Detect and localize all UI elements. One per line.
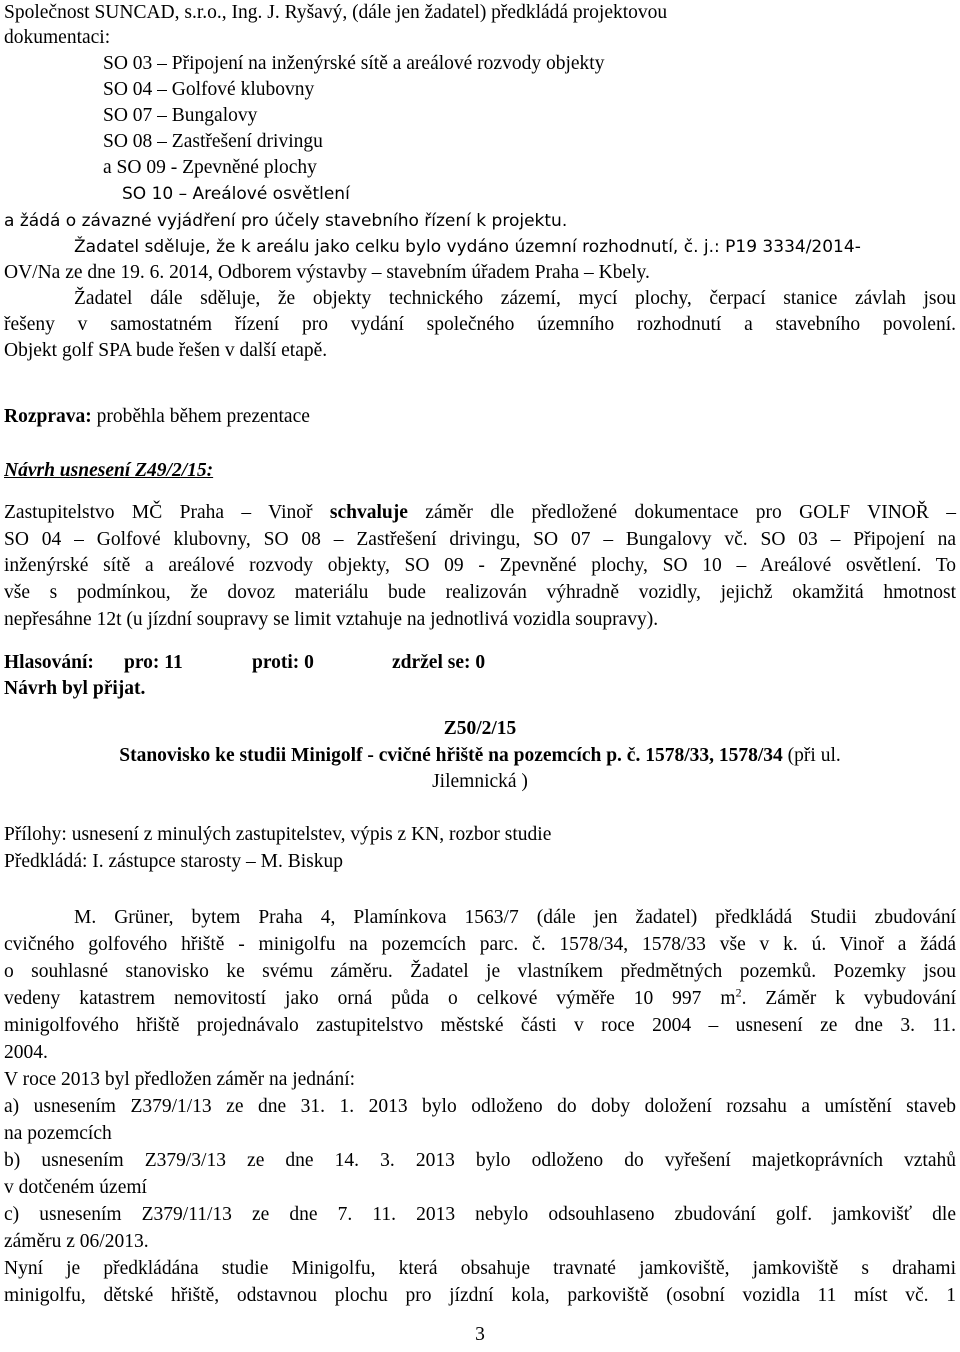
closing-line-1: Nyní je předkládána studie Minigolfu, která obsahuje travnaté jamkoviště, jamkoviště s drahami (4, 1258, 956, 1279)
item-b-line-2: v dotčeném území (4, 1177, 147, 1198)
intro-line-4: Žadatel sděluje, že k areálu jako celku bylo vydáno územní rozhodnutí, č. j.: P19 3334/2014- (74, 237, 861, 257)
intro-item-so09: a SO 09 - Zpevněné plochy (103, 157, 317, 178)
body-line-4 (4, 986, 956, 1012)
body-line-6: 2004. (4, 1042, 48, 1063)
vote-pro: pro: 11 (124, 652, 183, 673)
resolution-line-4: vše s podmínkou, že dovoz materiálu bude realizován výhradně vozidly, jejichž okamžitá hmotnost (4, 582, 956, 603)
body-line-1: M. Grüner, bytem Praha 4, Plamínkova 1563/7 (dále jen žadatel) předkládá Studii zbudování (74, 907, 956, 928)
intro-line-1: Společnost SUNCAD, s.r.o., Ing. J. Ryšavý, (dále jen žadatel) předkládá projektovou (4, 2, 668, 23)
resolution-heading: Návrh usnesení Z49/2/15: (4, 460, 214, 481)
intro-item-so03: SO 03 – Připojení na inženýrské sítě a areálové rozvody objekty (103, 53, 605, 74)
item-c-line-2: záměru z 06/2013. (4, 1231, 149, 1252)
body-line-4b: . Záměr k vybudování (741, 988, 956, 1009)
intro-para2-line-2: řešeny v samostatném řízení pro vydání společného územního rozhodnutí a stavebního povolení. (4, 314, 956, 335)
body-line-7: V roce 2013 byl předložen záměr na jednání: (4, 1069, 356, 1090)
intro-item-so04: SO 04 – Golfové klubovny (103, 79, 315, 100)
rozprava-label: Rozprava: (4, 406, 92, 427)
resolution-line-1 (4, 500, 956, 526)
vote-label: Hlasování: (4, 652, 94, 673)
area-unit-superscript: 2 (735, 985, 742, 1000)
body-line-4a: vedeny katastrem nemovitostí jako orná půda o celkové výměře 10 997 m (4, 988, 736, 1009)
intro-para2-line-3: Objekt golf SPA bude řešen v další etapě. (4, 340, 328, 361)
section-title-rest: (při ul. (782, 745, 841, 766)
section-title-line-2: Jilemnická ) (432, 771, 528, 792)
item-b-line-1: b) usnesením Z379/3/13 ze dne 14. 3. 2013 bylo odloženo do vyřešení majetkoprávních vztahů (4, 1150, 956, 1171)
intro-item-so08: SO 08 – Zastřešení drivingu (103, 131, 323, 152)
resolution-line-1c: záměr dle předložené dokumentace pro GOLF VINOŘ – (407, 502, 957, 523)
intro-item-so10: SO 10 – Areálové osvětlení (122, 184, 350, 204)
intro-line-3: a žádá o závazné vyjádření pro účely stavebního řízení k projektu. (4, 211, 568, 231)
resolution-line-1a: Zastupitelstvo MČ Praha – Vinoř (4, 502, 330, 523)
item-a-line-2: na pozemcích (4, 1123, 112, 1144)
section-title (4, 743, 956, 769)
document-page (4, 0, 958, 1352)
intro-para2-line-1: Žadatel dále sděluje, že objekty technického zázemí, mycí plochy, čerpací stanice závlah jsou (74, 288, 956, 309)
intro-item-so07: SO 07 – Bungalovy (103, 105, 258, 126)
vote-proti: proti: 0 (252, 652, 314, 673)
resolution-line-3: inženýrské sítě a areálové rozvody objekty, SO 09 - Zpevněné plochy, SO 10 – Areálové osvětlení. To (4, 555, 956, 576)
vote-result: Návrh byl přijat. (4, 678, 146, 699)
vote-line (4, 650, 485, 676)
rozprava-text: proběhla během prezentace (91, 406, 310, 427)
submitter-line: Předkládá: I. zástupce starosty – M. Biskup (4, 851, 344, 872)
item-a-line-1: a) usnesením Z379/1/13 ze dne 31. 1. 2013 bylo odloženo do doby doložení rozsahu a umístění staveb (4, 1096, 956, 1117)
page-number: 3 (475, 1324, 485, 1345)
resolution-line-5: nepřesáhne 12t (u jízdní soupravy se limit vztahuje na jednotlivá vozidla soupravy). (4, 609, 659, 630)
section-id: Z50/2/15 (443, 718, 517, 739)
body-line-5: minigolfového hřiště projednávalo zastupitelstvo městské části v roce 2004 – usnesení ze dne 3. 11. (4, 1015, 956, 1036)
rozprava-line (4, 404, 310, 430)
section-title-bold: Stanovisko ke studii Minigolf - cvičné hřiště na pozemcích p. č. 1578/33, 1578/34 (119, 745, 783, 766)
intro-line-5: OV/Na ze dne 19. 6. 2014, Odborem výstavby – stavebním úřadem Praha – Kbely. (4, 262, 650, 283)
closing-line-2: minigolfu, dětské hřiště, odstavnou plochu pro jízdní kola, parkoviště (osobní vozidla 11 míst vč. 1 (4, 1285, 956, 1306)
body-line-2: cvičného golfového hřiště - minigolfu na pozemcích parc. č. 1578/34, 1578/33 vše v k. ú. Vinoř a žádá (4, 934, 956, 955)
item-c-line-1: c) usnesením Z379/11/13 ze dne 7. 11. 2013 nebylo odsouhlaseno zbudování golf. jamkovišť dle (4, 1204, 956, 1225)
attachments-line: Přílohy: usnesení z minulých zastupitelstev, výpis z KN, rozbor studie (4, 824, 552, 845)
resolution-line-2: SO 04 – Golfové klubovny, SO 08 – Zastřešení drivingu, SO 07 – Bungalovy vč. SO 03 – Připojení na (4, 529, 956, 550)
resolution-verb: schvaluje (329, 502, 408, 523)
intro-line-2: dokumentaci: (4, 27, 111, 48)
vote-zdrzel: zdržel se: 0 (392, 652, 486, 673)
body-line-3: o souhlasné stanovisko ke svému záměru. Žadatel je vlastníkem předmětných pozemků. Pozemky jsou (4, 961, 956, 982)
